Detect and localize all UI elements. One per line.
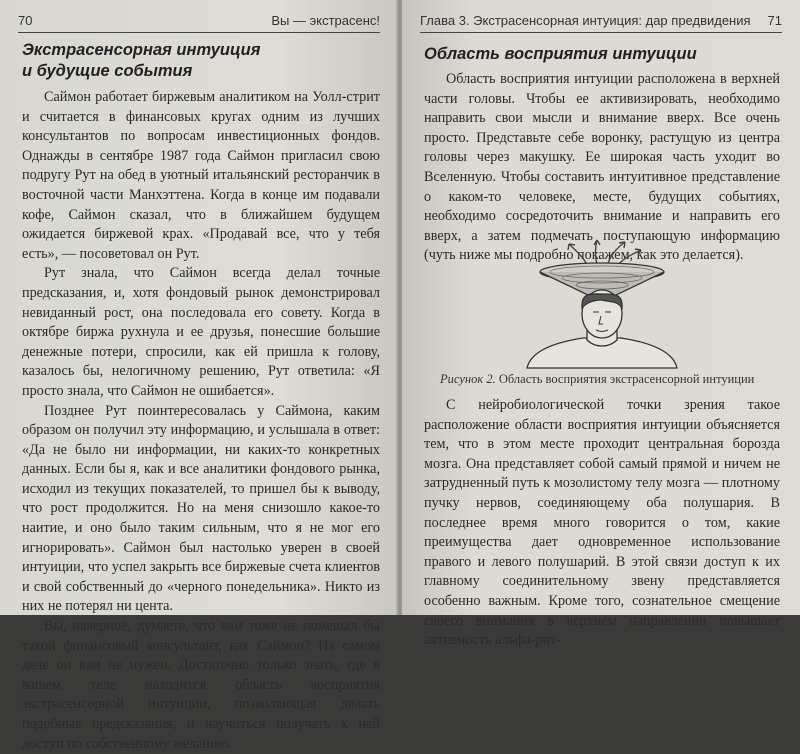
right-body-text-top	[424, 70, 780, 266]
person-bust-icon	[527, 290, 677, 368]
left-body-text	[22, 88, 380, 754]
page-number: 71	[767, 13, 782, 28]
paragraph: С нейробиологической точки зрения такое расположение области восприятия интуиции объясняется тем, что в этом месте проходит центральная борозда мозга. Она представляет собой самый прямой и ничем не затрудненный путь к мозолистому телу мозга — плотному пучку нервов, соединяющему оба полушария. В последнее время много говорится о том, какие преимущества дает одновременное использование правого и левого полушарий. В этой связи доступ к их главному соединительному звену представляется особенно важным. Кроме того, сознательное смещение своего внимания в верхнем направлении повышает активность альфа-рит-	[424, 397, 780, 649]
right-body-text-bottom	[424, 396, 780, 651]
left-page-header	[18, 10, 380, 33]
right-page-header	[420, 10, 782, 33]
paragraph: Область восприятия интуиции расположена в верхней части головы. Чтобы ее активизировать, необходимо направить свои мысли и внимание вверх. Все очень просто. Представьте себе воронку, растущую из центра головы через макушку. Ее широкая часть уходит во Вселенную. Чтобы составить интуитивное представление о каком-то человеке, месте, будущих событиях, необходимо сосредоточить внимание и направить его вверх, а затем подмечать поступающую информацию (чуть ниже мы подробно покажем, как это делается).	[424, 71, 780, 264]
paragraph: Позднее Рут поинтересовалась у Саймона, каким образом он получил эту информацию, и услышала в ответ: «Да не было ни информации, ни каких-то конкретных данных. Если бы я, как и все аналитики фондового рынка, исходил из текущих показателей, то пришел бы к выводу, что рост продолжится. Но на меня снизошло какое-то наитие, и оно было таким сильным, что я не мог его игнорировать». Саймон был настолько уверен в своей интуиции, что успел закрыть все биржевые счета клиентов и свой собственный до «черного понедельника». Никто из них не потерял ни цента.	[22, 402, 380, 615]
paragraph: Вы, наверное, думаете, что вам тоже не помешал бы такой финансовый консультант, как Саймон? На самом деле он вам не нужен. Достаточно только знать, где в вашем теле находится область восприятия экстрасенсорной интуиции, позволяющая делать подобные предсказания, и научиться получать к ней доступ по собственному желанию.	[22, 618, 380, 752]
right-page	[402, 0, 800, 649]
section-title	[22, 40, 382, 82]
paragraph: Рут знала, что Саймон всегда делал точные предсказания, и, хотя фондовый рынок демонстрировал невиданный рост, она последовала его совету. Когда в октябре биржа рухнула и ее друзья, понесшие большие денежные потери, спросили, как ей пришла к голову, казалось бы, нелогичному решению, Рут ответила: «Я просто знала, что Саймон не ошибается».	[22, 265, 380, 399]
figure-label: Рисунок 2.	[440, 372, 496, 386]
section-title-line-2: и будущие события	[22, 62, 193, 80]
paragraph: Саймон работает биржевым аналитиком на Уолл-стрит и считается в финансовых кругах одним из лучших консультантов по вопросам инвестиционных фондов. Однажды в сентябре 1987 года Саймон пригласил свою подругу Рут на обед в уютный итальянский ресторанчик в восточной части Манхэттена. Когда в конце им подавали кофе, Саймон сказал, что в ближайшем будущем ожидается биржевой крах. «Продавай все, что у тебя есть», — посоветовал он Рут.	[22, 89, 380, 262]
head-funnel-illustration	[487, 238, 717, 368]
figure-caption-text: Область восприятия экстрасенсорной интуиции	[498, 372, 755, 386]
running-title: Глава 3. Экстрасенсорная интуиция: дар предвидения	[420, 13, 751, 28]
figure-caption	[440, 372, 754, 387]
section-title-line-1: Экстрасенсорная интуиция	[22, 41, 261, 59]
running-title: Вы — экстрасенс!	[271, 13, 380, 28]
section-title: Область восприятия интуиции	[424, 45, 697, 63]
page-number: 70	[18, 13, 33, 28]
left-page	[0, 0, 398, 752]
